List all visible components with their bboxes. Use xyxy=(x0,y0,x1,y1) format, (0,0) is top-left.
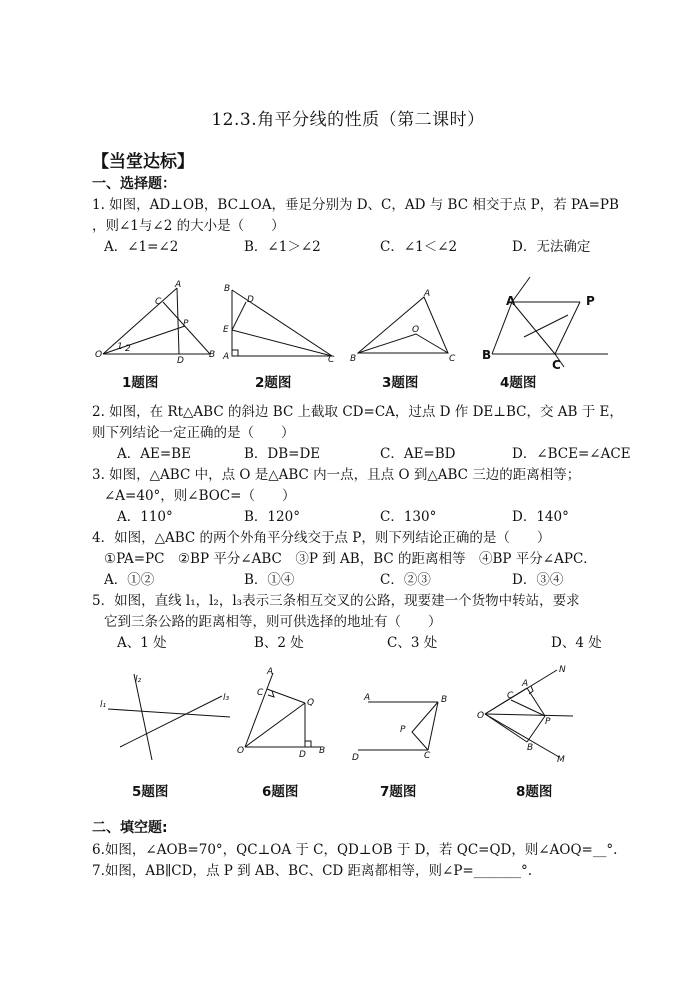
q1-line1: 1. 如图，AD⊥OB，BC⊥OA，垂足分别为 D、C，AD 与 BC 相交于点 P，若 PA=PB xyxy=(92,197,619,213)
fig6-label-c: C xyxy=(257,688,264,698)
q3-option-b: B．120° xyxy=(244,509,300,525)
fig8-label-n: N xyxy=(559,665,566,675)
q3-option-c: C．130° xyxy=(380,509,437,525)
q2-option-d: D．∠BCE=∠ACE xyxy=(512,446,631,462)
fig6-label-q: Q xyxy=(307,698,315,708)
q2-option-b: B．DB=DE xyxy=(244,446,321,462)
fig5-label-l2: l₂ xyxy=(135,675,142,685)
q4-line1: 4．如图，△ABC 的两个外角平分线交于点 P，则下列结论正确的是（ ） xyxy=(92,530,551,546)
fig5-label-l1: l₁ xyxy=(100,700,107,710)
fig4-label-a: A xyxy=(506,294,516,308)
section-heading: 【当堂达标】 xyxy=(92,152,194,172)
figure-1 xyxy=(95,278,220,366)
fig8-label-b: B xyxy=(527,743,534,753)
figure-6 xyxy=(233,665,333,760)
figure-4 xyxy=(480,275,615,370)
fig7-label-c: C xyxy=(424,751,431,761)
figure-5-caption: 5题图 xyxy=(132,784,169,800)
fig1-label-p: P xyxy=(183,319,189,329)
q5-option-d: D、4 处 xyxy=(551,635,602,651)
fig4-label-b: B xyxy=(482,348,492,362)
q7-text: 7.如图，AB∥CD，点 P 到 AB、BC、CD 距离都相等，则∠P=_______°. xyxy=(92,863,533,879)
q5-option-c: C、3 处 xyxy=(387,635,438,651)
fig7-label-a: A xyxy=(364,693,371,703)
figure-6-caption: 6题图 xyxy=(262,784,299,800)
figure-2-caption: 2题图 xyxy=(255,375,292,391)
q1-option-a: A．∠1=∠2 xyxy=(104,239,179,255)
fig7-label-p: P xyxy=(400,725,406,735)
fig8-label-c: C xyxy=(507,691,514,701)
fig2-label-c: C xyxy=(328,355,335,365)
fig1-label-d: D xyxy=(177,356,184,366)
fig6-label-b: B xyxy=(319,746,326,756)
fig3-label-o: O xyxy=(412,325,420,335)
fig2-label-a: A xyxy=(223,352,230,362)
fig5-label-l3: l₃ xyxy=(223,693,230,703)
q4-option-b: B．①④ xyxy=(244,572,295,588)
q5-option-b: B、2 处 xyxy=(254,635,304,651)
figure-1-caption: 1题图 xyxy=(122,375,159,391)
fig6-label-d: D xyxy=(299,750,306,760)
part2-heading: 二、填空题: xyxy=(92,820,168,836)
fig8-label-o: O xyxy=(477,711,485,721)
q3-option-d: D．140° xyxy=(512,509,569,525)
q1-option-c: C．∠1＜∠2 xyxy=(380,239,458,255)
q1-option-b: B．∠1＞∠2 xyxy=(244,239,321,255)
q5-line1: 5．如图，直线 l₁，l₂，l₃表示三条相互交叉的公路，现要建一个货物中转站，要求 xyxy=(92,593,580,609)
figure-3-caption: 3题图 xyxy=(382,375,419,391)
figure-8 xyxy=(475,662,595,767)
q3-line2: ∠A=40°，则∠BOC=（ ） xyxy=(104,488,296,504)
figure-2 xyxy=(222,282,337,365)
fig4-label-p: P xyxy=(586,294,595,308)
fig1-angle-2: 2 xyxy=(125,344,131,354)
fig2-label-b: B xyxy=(224,284,231,294)
q2-option-a: A．AE=BE xyxy=(117,446,191,462)
part1-heading: 一、选择题： xyxy=(92,176,176,192)
figure-4-caption: 4题图 xyxy=(500,375,537,391)
fig2-label-e: E xyxy=(223,325,229,335)
fig6-label-a: A xyxy=(267,667,274,677)
fig6-label-o: O xyxy=(237,746,245,756)
fig1-label-a: A xyxy=(175,280,182,290)
q2-line2: 则下列结论一定正确的是（ ） xyxy=(92,425,295,441)
fig8-label-m: M xyxy=(557,755,565,765)
fig8-label-p: P xyxy=(545,717,551,727)
q3-option-a: A．110° xyxy=(117,509,173,525)
fig1-label-b: B xyxy=(209,350,216,360)
fig4-label-c: C xyxy=(552,358,561,372)
q5-option-a: A、1 处 xyxy=(117,635,167,651)
q1-line2: ，则∠1与∠2 的大小是（ ） xyxy=(92,218,285,234)
q2-line1: 2. 如图，在 Rt△ABC 的斜边 BC 上截取 CD=CA，过点 D 作 DE⊥BC，交 AB 于 E， xyxy=(92,404,623,420)
fig1-label-c: C xyxy=(155,297,162,307)
page-title: 12.3.角平分线的性质（第二课时） xyxy=(211,110,485,130)
q2-option-c: C．AE=BD xyxy=(380,446,456,462)
q5-line2: 它到三条公路的距离相等，则可供选择的地址有（ ） xyxy=(104,614,442,630)
figure-5 xyxy=(100,672,235,767)
fig8-label-a: A xyxy=(522,679,529,689)
fig1-angle-1: 1 xyxy=(117,342,123,352)
figure-8-caption: 8题图 xyxy=(516,784,553,800)
figure-3 xyxy=(350,285,460,365)
fig3-label-c: C xyxy=(449,354,456,364)
q4-option-c: C．②③ xyxy=(380,572,431,588)
q1-option-d: D．无法确定 xyxy=(512,239,591,255)
q3-line1: 3. 如图，△ABC 中，点 O 是△ABC 内一点，且点 O 到△ABC 三边的距离相等； xyxy=(92,467,581,483)
q4-line2: ①PA=PC ②BP 平分∠ABC ③P 到 AB，BC 的距离相等 ④BP 平分∠APC． xyxy=(104,551,597,567)
figure-7 xyxy=(350,690,455,765)
fig7-label-b: B xyxy=(441,695,448,705)
q4-option-d: D．③④ xyxy=(512,572,564,588)
fig2-label-d: D xyxy=(247,295,254,305)
figure-7-caption: 7题图 xyxy=(380,784,417,800)
q6-text: 6.如图，∠AOB=70°，QC⊥OA 于 C，QD⊥OB 于 D，若 QC=QD，则∠AOQ=__°. xyxy=(92,842,618,858)
fig1-label-o: O xyxy=(95,350,103,360)
fig3-label-b: B xyxy=(350,354,357,364)
fig7-label-d: D xyxy=(352,753,359,763)
q4-option-a: A．①② xyxy=(104,572,155,588)
fig3-label-a: A xyxy=(424,289,431,299)
